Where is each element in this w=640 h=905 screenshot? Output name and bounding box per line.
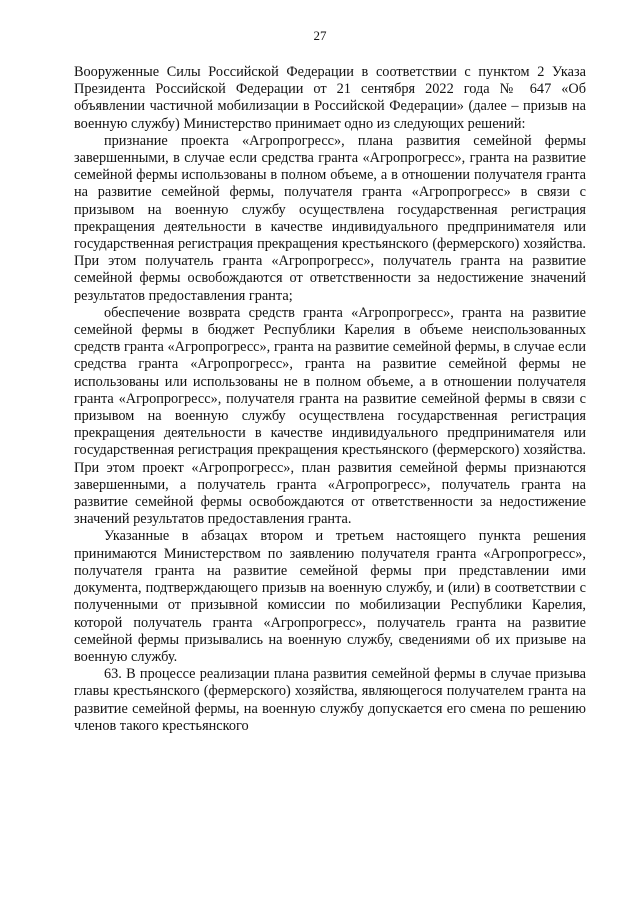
page-number: 27 (313, 28, 327, 43)
paragraph-recognition-decision: признание проекта «Агропрогресс», плана развития семейной фермы завершенными, в случае если средства гранта «Агропрогресс», гранта на развитие семейной фермы использованы в полном объеме, а в отношении получателя гранта на развитие семейной фермы, получателя гранта «Агропрогресс» в связи с призывом на военную службу осуществлена государственная регистрация прекращения деятельности в качестве индивидуального предпринимателя или государственная регистрация прекращения крестьянского (фермерского) хозяйства. При этом получатель гранта «Агропрогресс», получатель гранта на развитие семейной фермы освобождаются от ответственности за недостижение значений результатов предоставления гранта; (74, 132, 586, 304)
paragraph-continuation: Вооруженные Силы Российской Федерации в соответствии с пунктом 2 Указа Президента Российской Федерации от 21 сентября 2022 года № 647 «Об объявлении частичной мобилизации в Российской Федерации» (далее – призыв на военную службу) Министерство принимает одно из следующих решений: (74, 64, 586, 132)
paragraph-decision-conditions: Указанные в абзацах втором и третьем настоящего пункта решения принимаются Министерством по заявлению получателя гранта «Агропрогресс», получателя гранта на развитие семейной фермы при представлении ими документа, подтверждающего призыв на военную службу, и (или) в соответствии с полученными от призывной комиссии по мобилизации Республики Карелия, которой получатель гранта «Агропрогресс», получатель гранта на развитие семейной фермы призывались на военную службу, сведениями об их призыве на военную службу. (74, 528, 586, 665)
paragraph-item-63: 63. В процессе реализации плана развития семейной фермы в случае призыва главы крестьянского (фермерского) хозяйства, являющегося получателем гранта на развитие семейной фермы, на военную службу допускается его смена по решению членов такого крестьянского (74, 666, 586, 734)
document-body (74, 64, 586, 735)
paragraph-refund-decision: обеспечение возврата средств гранта «Агропрогресс», гранта на развитие семейной фермы в бюджет Республики Карелия в объеме неиспользованных средств гранта «Агропрогресс», гранта на развитие семейной фермы, в случае если средства гранта «Агропрогресс», гранта на развитие семейной фермы не использованы или использованы не в полном объеме, а в отношении получателя гранта «Агропрогресс», получателя гранта на развитие семейной фермы в связи с призывом на военную службу осуществлена государственная регистрация прекращения деятельности в качестве индивидуального предпринимателя или государственная регистрация прекращения крестьянского (фермерского) хозяйства. При этом проект «Агропрогресс», план развития семейной фермы признаются завершенными, а получатель гранта «Агропрогресс», получатель гранта на развитие семейной фермы освобождаются от ответственности за недостижение значений результатов предоставления гранта. (74, 304, 586, 528)
